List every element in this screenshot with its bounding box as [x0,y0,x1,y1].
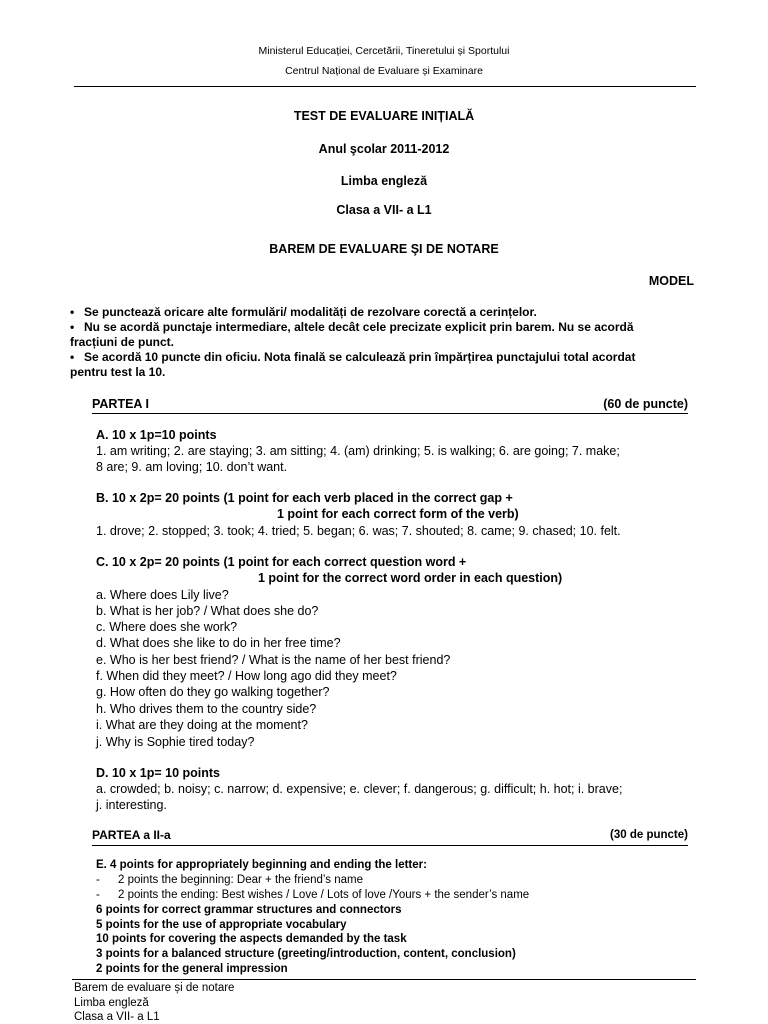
center-header: Centrul Național de Evaluare și Examinare [285,65,483,77]
footer-rule [72,979,696,980]
bullet-icon: • [70,350,75,364]
section-a-heading: A. 10 x 1p=10 points [96,428,217,442]
criteria-item: 2 points for the general impression [96,963,288,975]
part1-points: (60 de puncte) [603,397,688,411]
barem-title: BAREM DE EVALUARE ŞI DE NOTARE [269,242,499,256]
section-e-dash-item: - 2 points the ending: Best wishes / Love / Lots of love /Yours + the sender’s name [96,889,530,901]
rule-item: • Se punctează oricare alte formulări/ modalități de rezolvare corectă a cerințelor. [70,305,537,319]
section-a-line: 1. am writing; 2. are staying; 3. am sitting; 4. (am) drinking; 5. is walking; 6. are going; 7. make; [96,444,620,458]
question-line: j. Why is Sophie tired today? [96,735,255,749]
section-c-heading: C. 10 x 2p= 20 points (1 point for each correct question word + [96,555,467,569]
header-rule [74,86,696,87]
rule-item-continued: pentru test la 10. [70,365,166,379]
part2-label: PARTEA a II-a [92,828,171,842]
section-e-dash-item: - 2 points the beginning: Dear + the friend’s name [96,874,363,886]
criteria-item: 5 points for the use of appropriate vocabulary [96,919,347,931]
question-line: b. What is her job? / What does she do? [96,604,319,618]
question-line: e. Who is her best friend? / What is the name of her best friend? [96,653,451,667]
question-line: g. How often do they go walking together? [96,685,330,699]
school-year: Anul şcolar 2011-2012 [318,142,450,156]
question-line: c. Where does she work? [96,620,238,634]
section-b-heading-cont: 1 point for each correct form of the verb) [277,507,519,521]
part2-points: (30 de puncte) [610,829,688,841]
footer-line: Clasa a VII- a L1 [74,1011,160,1023]
section-a-line: 8 are; 9. am loving; 10. don’t want. [96,460,288,474]
question-line: f. When did they meet? / How long ago did they meet? [96,669,397,683]
section-b-line: 1. drove; 2. stopped; 3. took; 4. tried; 5. began; 6. was; 7. shouted; 8. came; 9. chased; 10. felt. [96,524,621,538]
model-label: MODEL [648,274,694,288]
section-d-line: a. crowded; b. noisy; c. narrow; d. expensive; e. clever; f. dangerous; g. difficult; h. hot; i. brave; [96,782,623,796]
bullet-icon: • [70,305,75,319]
section-d-heading: D. 10 x 1p= 10 points [96,766,221,780]
bullet-icon: • [70,320,75,334]
criteria-item: 6 points for correct grammar structures and connectors [96,904,402,916]
part1-underline [92,413,688,414]
test-title: TEST DE EVALUARE INIȚIALĂ [293,109,475,123]
section-b-heading: B. 10 x 2p= 20 points (1 point for each verb placed in the correct gap + [96,491,513,505]
question-line: a. Where does Lily live? [96,588,229,602]
grade-title: Clasa a VII- a L1 [336,203,432,217]
part1-label: PARTEA I [92,397,149,411]
part2-underline [92,845,688,846]
ministry-header: Ministerul Educației, Cercetării, Tineretului și Sportului [258,45,510,57]
subject-title: Limba engleză [340,174,428,188]
footer-line: Limba engleză [74,997,149,1009]
question-line: h. Who drives them to the country side? [96,702,317,716]
section-d-line: j. interesting. [96,798,167,812]
footer-line: Barem de evaluare și de notare [74,982,235,994]
question-line: d. What does she like to do in her free time? [96,636,341,650]
criteria-item: 3 points for a balanced structure (greeting/introduction, content, conclusion) [96,948,516,960]
section-c-heading-cont: 1 point for the correct word order in each question) [258,571,563,585]
question-line: i. What are they doing at the moment? [96,718,308,732]
rule-item: • Nu se acordă punctaje intermediare, altele decât cele precizate explicit prin barem. Nu se acordă [70,320,634,334]
section-e-heading: E. 4 points for appropriately beginning and ending the letter: [96,859,427,871]
criteria-item: 10 points for covering the aspects demanded by the task [96,933,407,945]
rule-item-continued: fracțiuni de punct. [70,335,175,349]
rule-item: • Se acordă 10 puncte din oficiu. Nota finală se calculează prin împărțirea punctajului total acordat [70,350,636,364]
